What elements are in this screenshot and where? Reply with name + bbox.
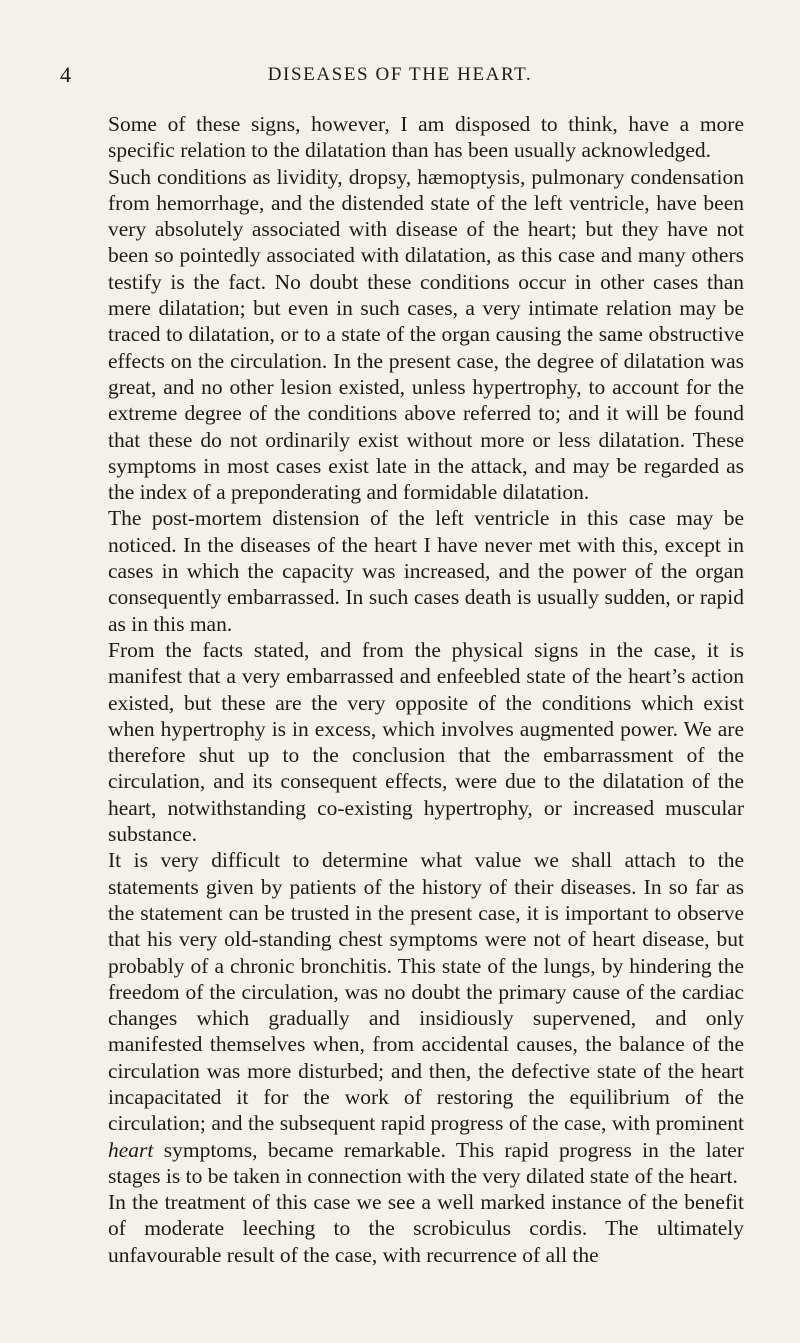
paragraph-5 bbox=[108, 847, 744, 1189]
body-text bbox=[108, 111, 744, 1268]
paragraph-6: In the treatment of this case we see a well marked instance of the benefit of moderate leeching to the scrobiculus cordis. The ultimately unfavourable result of the case, with recurrence of all the bbox=[108, 1190, 744, 1267]
page-number: 4 bbox=[60, 62, 71, 87]
paragraph-1: Some of these signs, however, I am disposed to think, have a more specific relation to the dilatation than has been usually acknowledged. bbox=[108, 112, 744, 163]
paragraph-5-emphasis: heart bbox=[108, 1137, 154, 1162]
page-header bbox=[0, 62, 800, 90]
paragraph-5-text-before: It is very difficult to determine what value we shall attach to the statements given by patients of the history of their diseases. In so far as the statement can be trusted in the present case, it is important to observe that his very old-standing chest symptoms were not of heart disease, but probably of a chronic bronchitis. This state of the lungs, by hindering the freedom of the circulation, was no doubt the primary cause of the cardiac changes which gradually and insidiously supervened, and only manifested themselves when, from accidental causes, the balance of the circulation was more disturbed; and then, the defective state of the heart incapacitated it for the work of restoring the equilibrium of the circulation; and the subsequent rapid progress of the case, with prominent bbox=[108, 848, 744, 1136]
paragraph-5-text-after: symptoms, became remarkable. This rapid progress in the later stages is to be taken in connection with the very dilated state of the heart. bbox=[108, 1137, 744, 1188]
paragraph-4: From the facts stated, and from the physical signs in the case, it is manifest that a very embarrassed and enfeebled state of the heart’s action existed, but these are the very opposite of the conditions which exist when hypertrophy is in excess, which involves augmented power. We are therefore shut up to the conclusion that the embarrassment of the circulation, and its consequent effects, were due to the dilatation of the heart, notwithstanding co-existing hypertrophy, or increased muscular substance. bbox=[108, 637, 744, 847]
running-head: DISEASES OF THE HEART. bbox=[267, 64, 533, 85]
paragraph-2: Such conditions as lividity, dropsy, hæmoptysis, pulmonary condensation from hemorrhage, and the distended state of the left ventricle, have been very absolutely associated with disease of the heart; but they have not been so pointedly associated with dilatation, as this case and many others testify is the fact. No doubt these conditions occur in other cases than mere dilatation; but even in such cases, a very intimate relation may be traced to dilatation, or to a state of the organ causing the same obstructive effects on the circulation. In the present case, the degree of dilatation was great, and no other lesion existed, unless hypertrophy, to account for the extreme degree of the conditions above referred to; and it will be found that these do not ordinarily exist without more or less dilatation. These symptoms in most cases exist late in the attack, and may be regarded as the index of a preponderating and formidable dilatation. bbox=[108, 164, 744, 505]
paragraph-3: The post-mortem distension of the left ventricle in this case may be noticed. In the diseases of the heart I have never met with this, except in cases in which the capacity was increased, and the power of the organ consequently embarrassed. In such cases death is usually sudden, or rapid as in this man. bbox=[108, 506, 744, 636]
